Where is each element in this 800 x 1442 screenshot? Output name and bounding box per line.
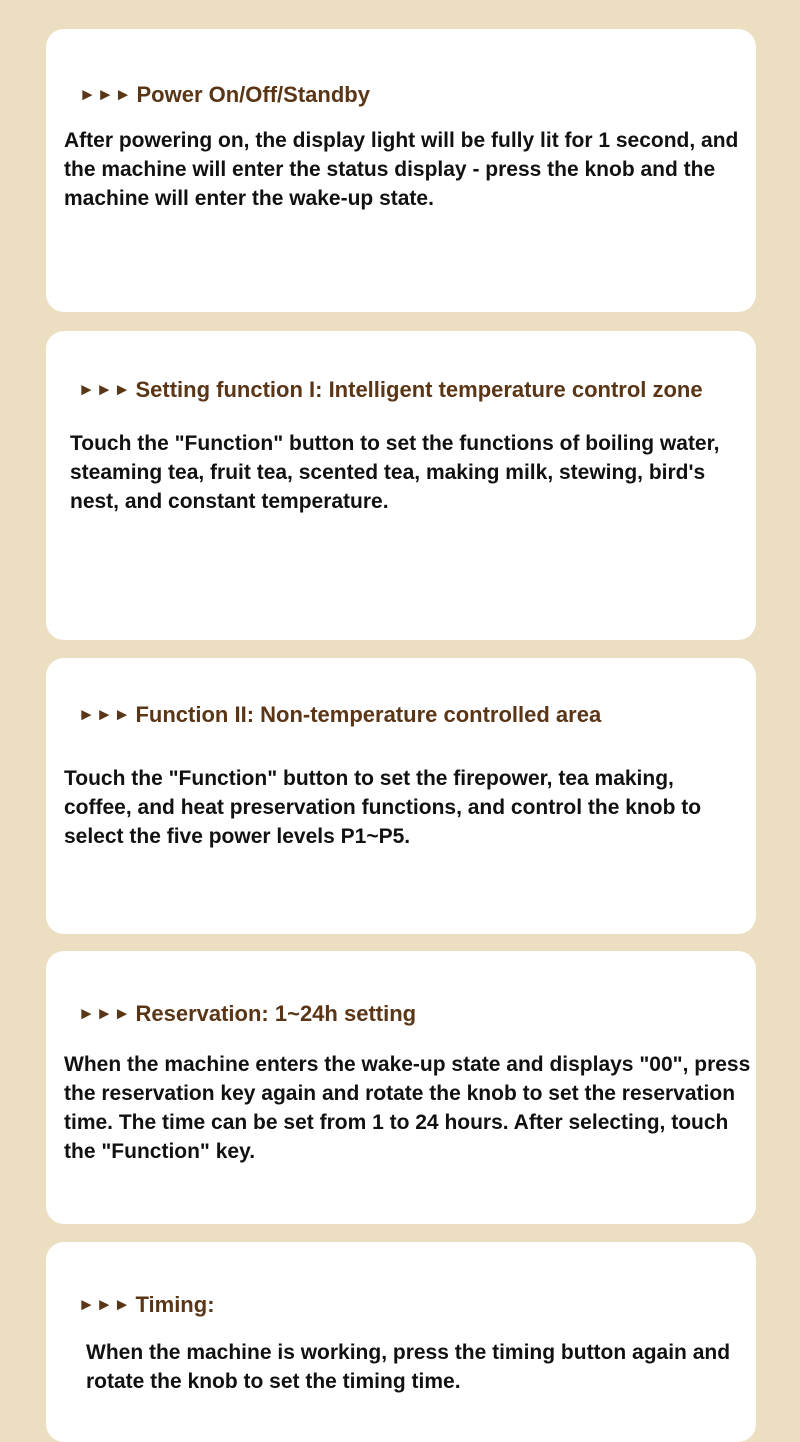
section-body: When the machine is working, press the timing button again and rotate the knob to set the timing time. bbox=[86, 1341, 731, 1393]
section-title bbox=[78, 1001, 416, 1027]
section-body: Touch the "Function" button to set the firepower, tea making, coffee, and heat preservation functions, and control the knob to select the five power levels P1~P5. bbox=[64, 767, 702, 848]
section-title-text: Setting function I: Intelligent temperature control zone bbox=[135, 377, 703, 402]
triple-arrow-icon: ►►► bbox=[78, 1004, 132, 1023]
triple-arrow-icon: ►►► bbox=[78, 1295, 132, 1314]
section-body: When the machine enters the wake-up state and displays "00", press the reservation key again and rotate the knob to set the reservation time. The time can be set from 1 to 24 hours. After selecting, touch the "Function" key. bbox=[64, 1053, 751, 1163]
section-body: Touch the "Function" button to set the functions of boiling water, steaming tea, fruit tea, scented tea, making milk, stewing, bird's nest, and constant temperature. bbox=[70, 432, 720, 513]
section-card-function-2 bbox=[46, 658, 756, 934]
section-title-text: Power On/Off/Standby bbox=[136, 82, 370, 107]
section-body: After powering on, the display light will be fully lit for 1 second, and the machine will enter the status display - press the knob and the machine will enter the wake-up state. bbox=[64, 129, 739, 210]
section-title-text: Timing: bbox=[135, 1292, 215, 1317]
section-title bbox=[78, 377, 703, 403]
section-title bbox=[78, 1292, 215, 1318]
section-title-text: Reservation: 1~24h setting bbox=[135, 1001, 417, 1026]
section-card-function-1 bbox=[46, 331, 756, 640]
section-title bbox=[79, 82, 370, 108]
section-title bbox=[78, 702, 601, 728]
section-title-text: Function II: Non-temperature controlled area bbox=[135, 702, 602, 727]
section-card-timing bbox=[46, 1242, 756, 1442]
triple-arrow-icon: ►►► bbox=[79, 85, 133, 104]
triple-arrow-icon: ►►► bbox=[78, 380, 132, 399]
section-card-reservation bbox=[46, 951, 756, 1224]
triple-arrow-icon: ►►► bbox=[78, 705, 132, 724]
section-card-power bbox=[46, 29, 756, 312]
